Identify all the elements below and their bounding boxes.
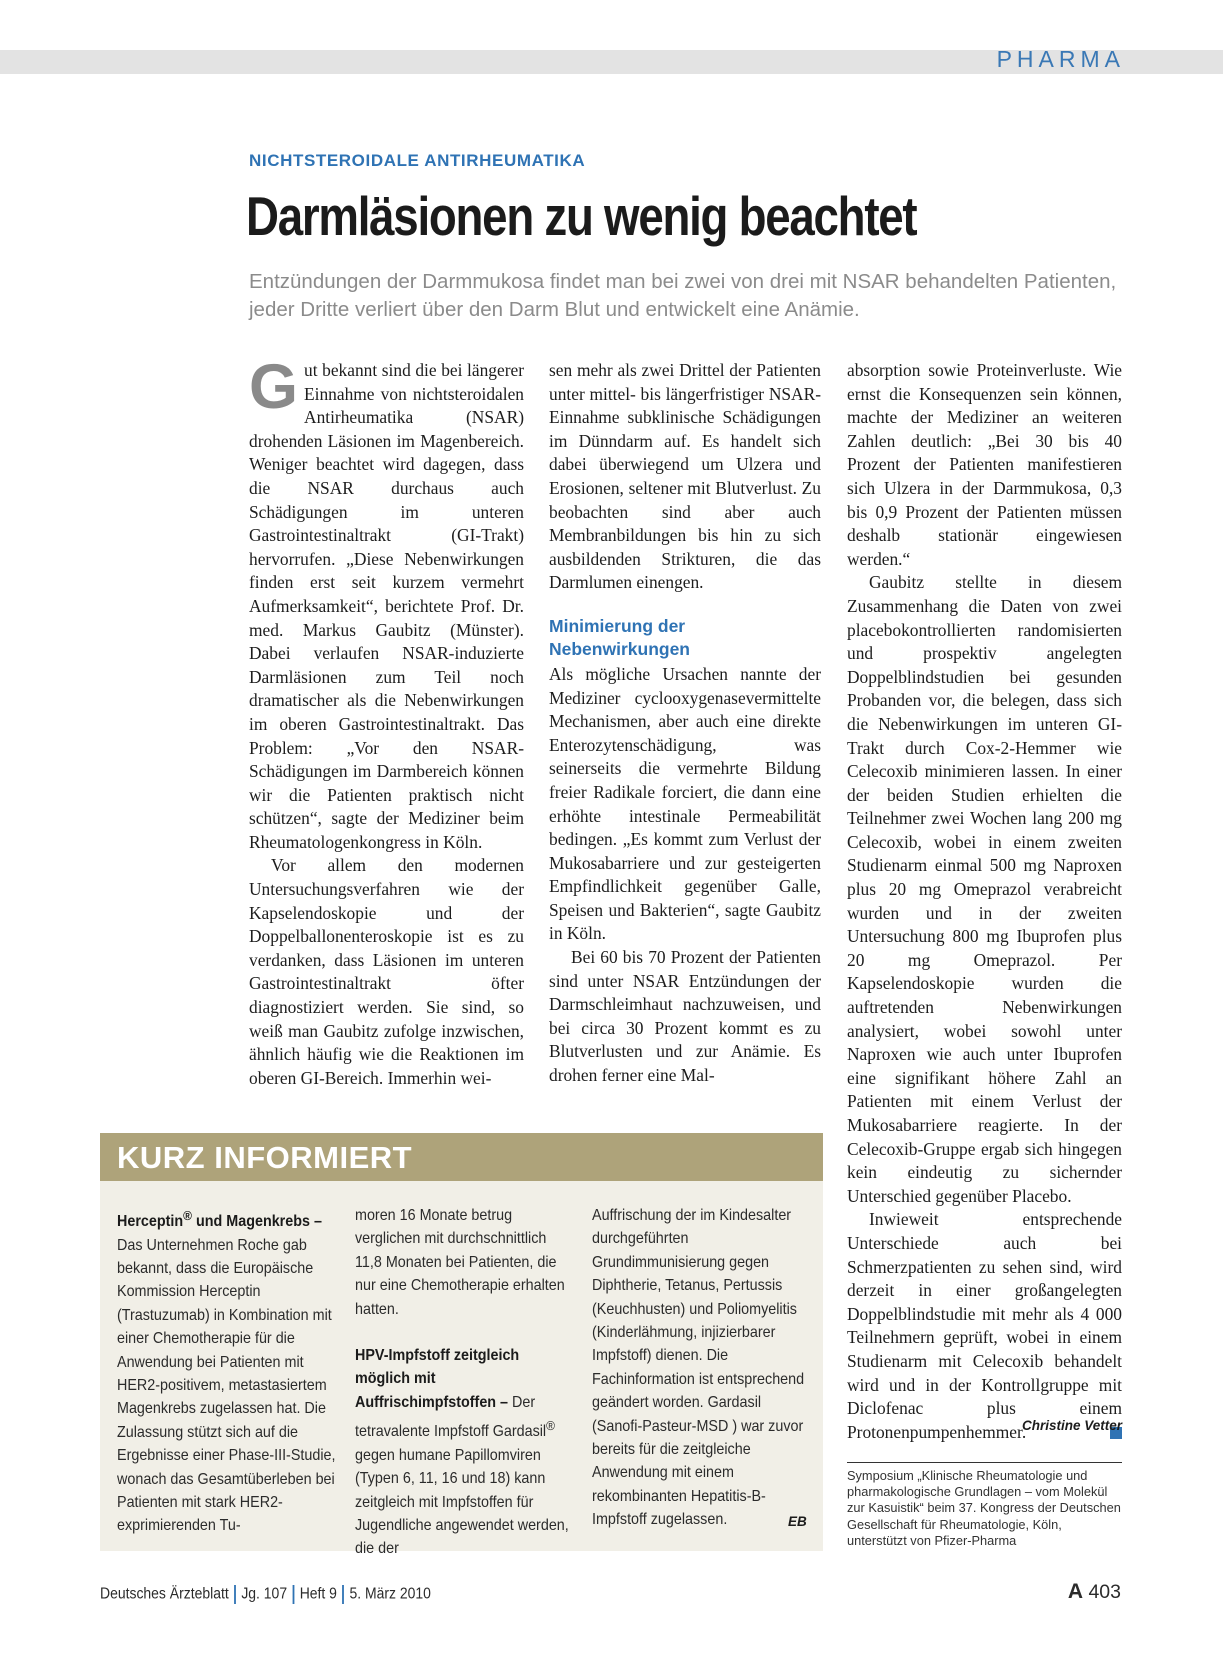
news-item-text: moren 16 Monate betrug verglichen mit durchschnittlich 11,8 Monaten bei Patienten, die nur eine Chemotherapie erhalten hatten. [355,1207,565,1318]
page-footer [100,1585,431,1604]
news-item-text: Auffrischung der im Kindesalter durchgeführten Grundimmunisierung gegen Diphtherie, Tetanus, Pertussis (Keuchhusten) und Poliomyelitis (Kinderlähmung, injizierbarer Impfstoff) dienen. Die Fachinformation ist entsprechend geändert worden. Gardasil (Sanofi-Pasteur-MSD ) war zuvor bereits für die zeitgleiche Anwendung mit einem rekombinanten Hepatitis-B-Impfstoff zugelassen. [592,1207,805,1529]
info-box-column-2 [355,1204,576,1561]
news-item-text: Das Unternehmen Roche gab bekannt, dass die Europäische Kommission Herceptin (Trastuzumab) in Kombination mit einer Chemotherapie für die Anwendung bei Patienten mit HER2-positivem, metastasiertem Magenkrebs zugelassen hat. Die Zulassung stützt sich auf die Ergebnisse einer Phase-III-Studie, wonach das Gesamtüberleben bei Patienten mit stark HER2-exprimierenden Tu- [117,1236,336,1535]
paragraph [847,1208,1122,1444]
info-box-column-3 [592,1204,813,1532]
paragraph: Als mögliche Ursachen nannte der Mediziner cyclooxygenasevermittelte Mechanismen, aber auch eine direkte Enterozytenschädigung, was seinerseits die vermehrte Bildung freier Radikale forciert, die dann eine erhöhte intestinale Permeabilität bedingen. „Es kommt zum Verlust der Mukosabarriere und zur gesteigerten Empfindlichkeit gegenüber Galle, Speisen und Bakterien“, sagte Gaubitz in Köln. [549,663,821,944]
paragraph [249,352,524,854]
info-box-signature: EB [788,1514,807,1529]
author-name: Christine Vetter [1021,1418,1122,1433]
news-item-title: und Magenkrebs – [192,1213,322,1231]
journal-name: Deutsches Ärzteblatt [100,1585,229,1603]
article-lead: Entzündungen der Darmmukosa findet man bei zwei von drei mit NSAR behandelten Patienten, jeder Dritte verliert über den Darm Blut und entwickelt eine Anämie. [249,270,1117,321]
footer-separator [292,1585,294,1604]
paragraph: absorption sowie Proteinverluste. Wie ernst die Konsequenzen sein können, machte der Mediziner an weiteren Zahlen deutlich: „Bei 30 bis 40 Prozent der Patienten manifestieren sich Ulzera in der Darmmukosa, 0,3 bis 0,9 Prozent der Patienten müssen deshalb stationär eingewiesen werden.“ [847,360,1122,569]
section-label: PHARMA [996,46,1125,72]
page-prefix: A [1067,1580,1084,1603]
news-item-text: Der tetravalente Impfstoff Gardasil [355,1393,547,1441]
footnote: Symposium „Klinische Rheumatologie und pharmakologische Grundlagen – vom Molekül zur Kasuistik“ beim 37. Kongress der Deutschen Gesellschaft für Rheumatologie, Köln, unterstützt von Pfizer-Pharma [847,1468,1121,1548]
paragraph-text: Inwieweit entsprechende Unterschiede auch bei Schmerzpatienten zu sehen sind, wird derzeit in einer großangelegten Doppelblindstudie mit mehr als 4 000 Teilnehmern geprüft, wobei in einem Studienarm mit Celecoxib behandelt wird und in der Kontrollgruppe mit Diclofenac plus einem Protonenpumpenhemmer. [847,1209,1122,1442]
paragraph: Bei 60 bis 70 Prozent der Patienten sind unter NSAR Entzündungen der Darmschleimhaut nachzuweisen, und bei circa 30 Prozent kommt es zu Blutverlusten und zur Anämie. Es drohen ferner eine Mal- [549,947,821,1086]
paragraph-text: ut bekannt sind die bei längerer Einnahme von nichtsteroidalen Antirheumatika (NSAR) drohenden Läsionen im Magenbereich. Weniger beachtet wird dagegen, dass die NSAR durchaus auch Schädigungen im unteren Gastrointestinaltrakt (GI-Trakt) hervorrufen. „Diese Nebenwirkungen finden erst seit kurzem vermehrt Aufmerksamkeit“, berichtete Prof. Dr. med. Markus Gaubitz (Münster). Dabei verlaufen NSAR-induzierte Darmläsionen zum Teil noch dramatischer als die Nebenwirkungen im oberen Gastrointestinaltrakt. Das Problem: „Vor den NSAR-Schädigungen im Darmbereich können wir die Patienten praktisch nicht schützen“, sagte der Mediziner beim Rheumatologenkongress in Köln. [249,360,524,852]
paragraph: Vor allem den modernen Untersuchungsverfahren wie der Kapselendoskopie und der Doppelballonenteroskopie ist es zu verdanken, dass Läsionen im unteren Gastrointestinaltrakt öfter diagnostiziert werden. Sie sind, so weiß man Gaubitz zufolge inzwischen, ähnlich häufig wie die Reaktionen im oberen GI-Bereich. Immerhin wei- [249,855,524,1088]
footer-separator [234,1585,236,1604]
news-item [117,1204,338,1538]
page-number-value: 403 [1088,1581,1121,1603]
article-column-2 [549,359,821,1088]
article-kicker: NICHTSTEROIDALE ANTIRHEUMATIKA [249,151,586,170]
info-box-column-1 [117,1204,338,1538]
news-item-title: HPV-Impfstoff zeitgleich möglich mit Auffrischimpfstoffen – [355,1347,520,1411]
registered-mark: ® [546,1418,555,1434]
news-item-title: Herceptin [117,1213,184,1231]
news-item [355,1344,576,1561]
page-number [1068,1580,1121,1604]
journal-issue: Heft 9 [299,1585,337,1603]
subheading: Minimierung der Nebenwirkungen [549,615,690,659]
info-box-title: KURZ INFORMIERT [117,1140,413,1175]
issue-date: 5. März 2010 [349,1585,431,1603]
registered-mark: ® [183,1208,193,1223]
paragraph: Gaubitz stellte in diesem Zusammenhang die Daten von zwei placebokontrollierten randomisierten und prospektiv angelegten Doppelblindstudien bei gesunden Probanden vor, die belegen, dass sich die Nebenwirkungen im unteren GI-Trakt durch Cox-2-Hemmer wie Celecoxib minimieren lassen. In einer der beiden Studien erhielten die Teilnehmer zwei Wochen lang 200 mg Celecoxib, wobei in einem zweiten Studienarm einmal 500 mg Naproxen plus 20 mg Omeprazol verabreicht wurden und in der zweiten Untersuchung 800 mg Ibuprofen plus 20 mg Omeprazol. Per Kapselendoskopie wurden die auftretenden Nebenwirkungen analysiert, wobei sowohl unter Naproxen wie auch unter Ibuprofen eine signifikant höhere Zahl an Patienten mit einem Verlust der Mukosabarriere reagierte. In der Celecoxib-Gruppe ergab sich hingegen kein eindeutig zu sichernder Unterschied gegenüber Placebo. [847,572,1122,1206]
journal-volume: Jg. 107 [241,1585,288,1603]
article-headline: Darmläsionen zu wenig beachtet [246,185,917,247]
article-column-3 [847,359,1122,1444]
article-column-1 [249,352,524,1090]
footer-separator [342,1585,344,1604]
paragraph: sen mehr als zwei Drittel der Patienten unter mittel- bis längerfristiger NSAR-Einnahme subklinische Schädigungen im Dünndarm auf. Es handelt sich dabei überwiegend um Ulzera und Erosionen, seltener mit Blutverlust. Zu beobachten sind aber auch Membranbildungen bis hin zu sich ausbildenden Strikturen, die das Darmlumen einengen. [549,360,821,593]
footnote-divider [847,1462,1122,1463]
drop-cap: G [249,352,299,422]
news-item-text: gegen humane Papillomviren (Typen 6, 11, 16 und 18) kann zeitgleich mit Impfstoffen für Jugendliche angewendet werden, die der [355,1446,569,1558]
